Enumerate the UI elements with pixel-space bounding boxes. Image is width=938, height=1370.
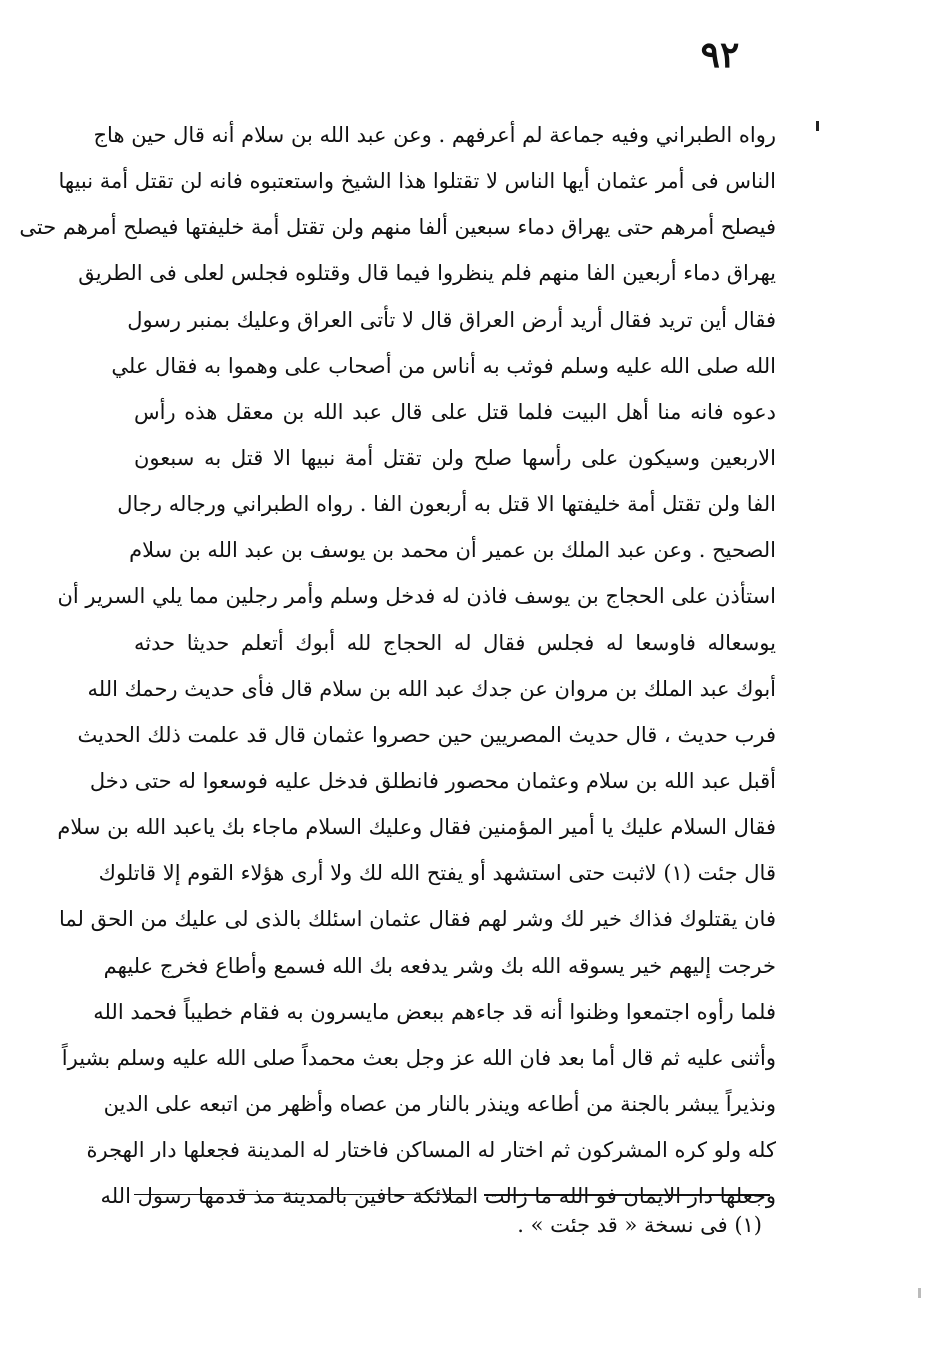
text-line: أبوك عبد الملك بن مروان عن جدك عبد الله بن سلام قال فأى حديث رحمك الله [87,676,776,701]
text-line: الله صلى الله عليه وسلم فوثب به أناس من أصحاب على وهموا به فقال علي [111,353,776,378]
text-line: قال جئت (١) لاثبت حتى استشهد أو يفتح الله لك ولا أرى هؤلاء القوم إلا قاتلوك [98,861,776,886]
text-line: خرجت إليهم خير يسوقه الله بك وشر يدفعه بك الله فسمع وأطاع فخرج عليهم [103,953,776,978]
text-line: فلما رأوه اجتمعوا وظنوا أنه قد جاءهم ببعض مايسرون به فقام خطيباً فحمد الله [93,999,776,1024]
body-text [19,112,776,1219]
scan-mark [918,1288,921,1298]
bottom-rule [134,1194,472,1195]
text-line: الفا ولن تقتل أمة خليفتها الا قتل به أربعون الفا . رواه الطبراني ورجاله رجال [117,492,776,517]
text-line: كله ولو كره المشركون ثم اختار له المساكن فاختار له المدينة فجعلها دار الهجرة [86,1138,776,1163]
text-line: استأذن على الحجاج بن يوسف فاذن له فدخل وسلم وأمر رجلين مما يلي السرير أن [57,584,776,609]
text-line: وأثنى عليه ثم قال أما بعد فان الله عز وجل بعث محمداً صلى الله عليه وسلم بشيراً [61,1045,776,1070]
text-line: فيصلح أمرهم حتى يهراق دماء سبعين ألفا منهم ولن تقتل أمة خليفتها فيصلح أمرهم حتى [19,215,776,240]
text-line: وجعلها دار الايمان فو الله ما زالت الملائكة حافين بالمدينة مذ قدمها رسول الله [100,1184,776,1209]
footnote: (١) فى نسخة « قد جئت » . [517,1213,762,1237]
text-line: فقال أين تريد فقال أريد أرض العراق قال لا تأتى العراق وعليك بمنبر رسول [127,307,776,332]
footnote-separator [484,1194,770,1196]
text-line: فرب حديث ، قال حديث المصريين حين حصروا عثمان قال قد علمت ذلك الحديث [77,722,776,747]
text-line: الصحيح . وعن عبد الملك بن عمير أن محمد بن يوسف بن عبد الله بن سلام [129,538,776,563]
text-line: يوسعاله فاوسعا له فجلس فقال له الحجاج لله أبوك أتعلم حديثا حدثه [134,630,776,655]
text-line: أقبل عبد الله بن سلام وعثمان محصور فانطلق فدخل عليه فوسعوا له حتى دخل [89,768,776,793]
text-line: الاربعين وسيكون على رأسها صلح ولن تقتل أمة نبيها الا قتل به سبعون [134,445,776,470]
text-line: فقال السلام عليك يا أمير المؤمنين فقال وعليك السلام ماجاء بك ياعبد الله بن سلام [57,815,776,840]
text-line: رواه الطبراني وفيه جماعة لم أعرفهم . وعن عبد الله بن سلام أنه قال حين هاج [93,123,776,147]
text-line: فان يقتلوك فذاك خير لك وشر لهم فقال عثمان اسئلك بالذى لى عليك من الحق لما [58,907,776,932]
page-number: ٩٢ [700,34,740,76]
text-line: يهراق دماء أربعين الفا منهم فلم ينظروا فيما قال وقتلوه فجلس لعلى فى الطريق [78,261,776,286]
margin-mark [816,121,819,131]
text-line: ونذيراً يبشر بالجنة من أطاعه وينذر بالنار من عصاه وأظهر من اتبعه على الدين [103,1091,776,1116]
text-line: الناس فى أمر عثمان أيها الناس لا تقتلوا هذا الشيخ واستعتبوه فانه لن تقتل أمة نبيها [58,169,776,194]
text-line: دعوه فانه منا أهل البيت فلما قتل على قال عبد الله بن معقل هذه رأس [134,399,776,424]
